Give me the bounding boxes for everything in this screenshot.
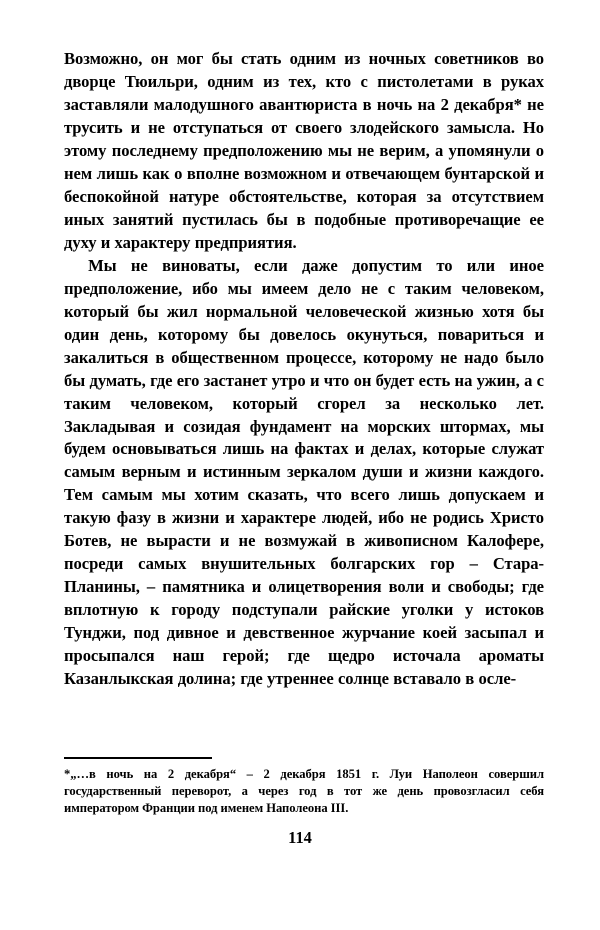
paragraph-1: Возможно, он мог бы стать одним из ночных советников во дворце Тюильри, одним из тех, кто с пистолетами в руках заставляли малодушного авантюриста в ночь на 2 декабря* не трусить и не отступаться от своего злодейского замысла. Но этому последнему предположению мы не верим, а упомянули о нем лишь как о вполне возможном и отвечающем бунтарской и беспокойной натуре обстоятельстве, которая за отсутствием иных занятий пустилась бы в подобные противоречащие ее духу и характеру предприятия.: [64, 49, 544, 252]
page-number: 114: [288, 828, 312, 847]
footnote-block: [64, 757, 544, 817]
paragraph-2: Мы не виноваты, если даже допустим то или иное предположение, ибо мы имеем дело не с таким человеком, который бы жил нормальной человеческой жизнью хотя бы один день, которому бы довелось окунуться, повариться и закалиться в общественном процессе, которому не надо было бы думать, где его застанет утро и что он будет есть на ужин, а с таким человеком, который сгорел за несколько лет. Закладывая и созидая фундамент на морских штормах, мы будем основываться лишь на фактах и делах, которые служат самым верным и истинным зеркалом души и жизни каждого. Тем самым мы хотим сказать, что всего лишь допускаем и такую фазу в жизни и характере людей, ибо не родись Христо Ботев, не вырасти и не возмужай в живописном Калофере, посреди самых внушительных болгарских гор – Стара-Планины, – памятника и олицетворения воли и свободы; где вплотную к городу подступали райские уголки у истоков Тунджи, под дивное и девственное журчание коей засыпал и просыпался наш герой; где щедро источала ароматы Казанлыкская долина; где утреннее солнце вставало в осле-: [64, 255, 544, 689]
footnote-text: [64, 766, 544, 817]
page-body: [64, 48, 544, 691]
footnote-body: „…в ночь на 2 декабря“ – 2 декабря 1851 г. Луи Наполеон совершил государственный переворот, а через год в тот же день провозгласил себя императором Франции под именем Наполеона III.: [64, 767, 544, 816]
footnote-text-container: [64, 766, 544, 817]
footnote-marker: *: [64, 767, 71, 781]
footnote-separator-rule: [64, 757, 212, 759]
